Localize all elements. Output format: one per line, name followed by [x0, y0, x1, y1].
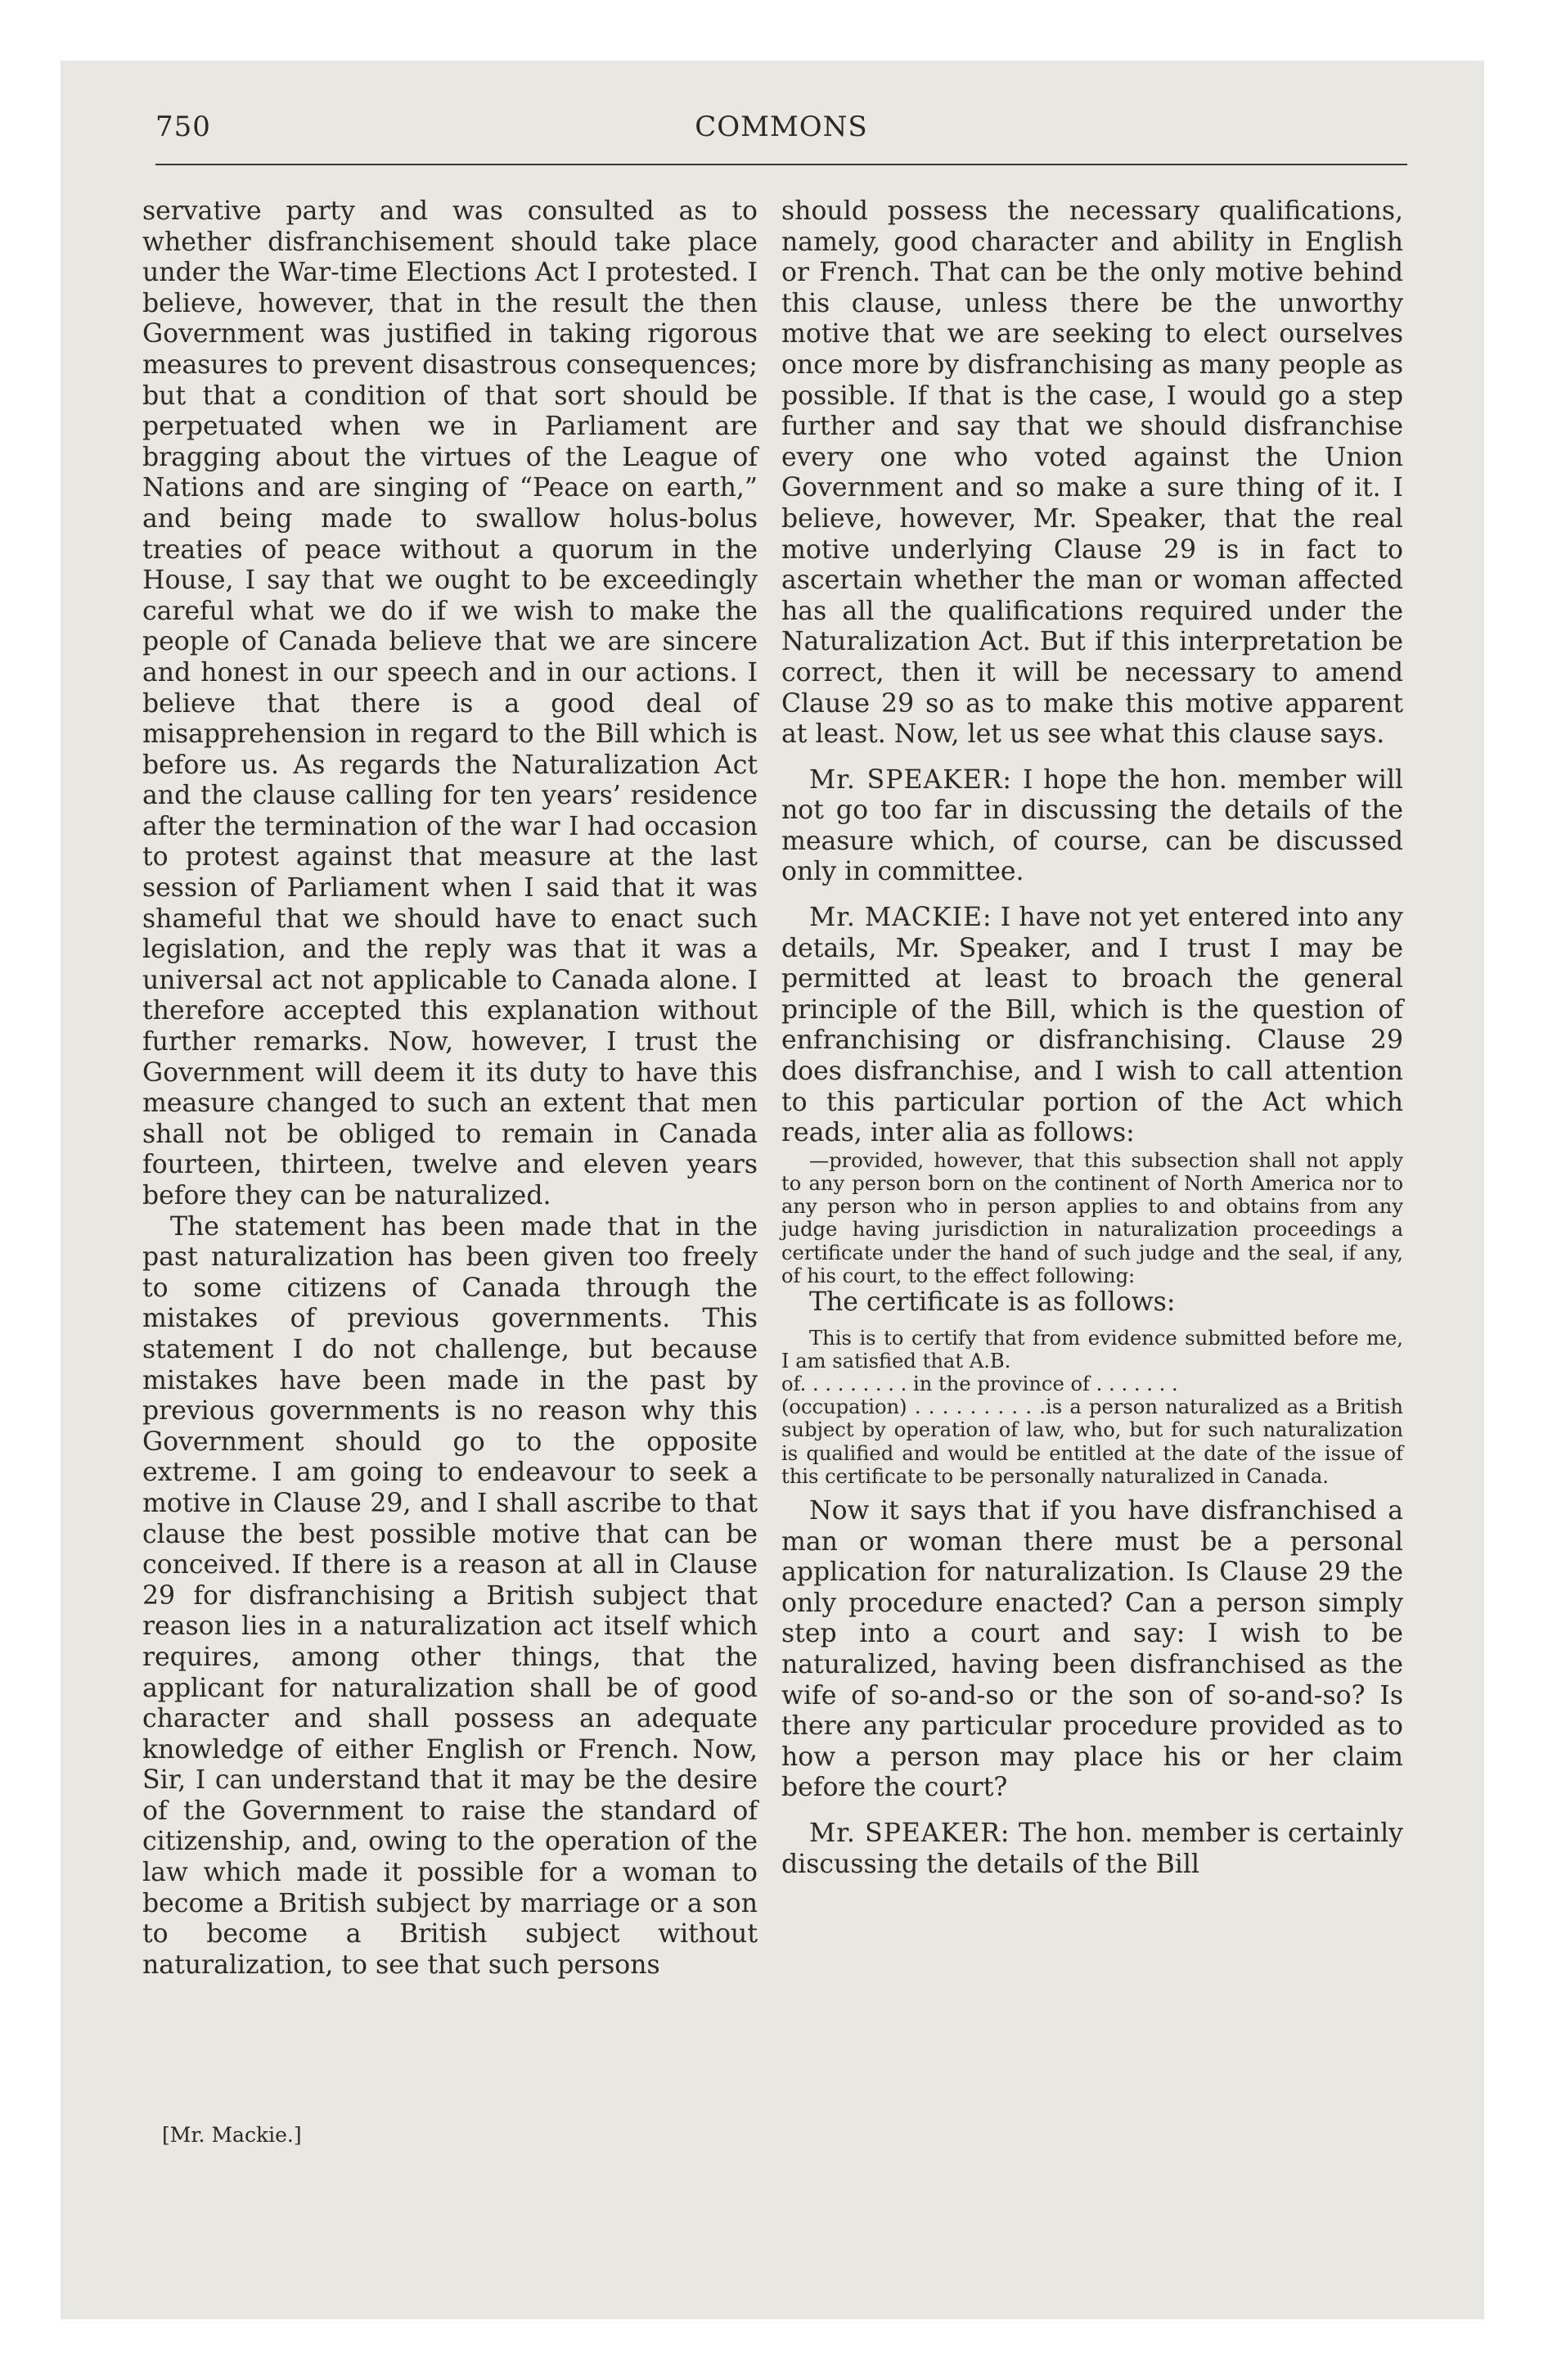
- left-paragraph-2: The statement has been made that in the past naturalization has been given too freely to some citizens of Canada through the mistakes of previous governments. This statement I do not challenge, but because mistakes have been made in the past by previous governments is no reason why this Government should go to the opposite extreme. I am going to endeavour to seek a motive in Clause 29, and I shall ascribe to that clause the best possible motive that can be conceived. If there is a reason at all in Clause 29 for disfranchising a British subject that reason lies in a naturalization act itself which requires, among other things, that the applicant for naturalization shall be of good character and shall possess an adequate knowledge of either English or French. Now, Sir, I can understand that it may be the desire of the Government to raise the standard of citizenship, and, owing to the operation of the law which made it possible for a woman to become a British subject by marriage or a son to become a British subject without naturalization, to see that such persons: [142, 1211, 758, 1980]
- speaker-paragraph-2: [781, 903, 1403, 1149]
- right-paragraph-2: Now it says that if you have disfranchised a man or woman there must be a personal application for naturalization. Is Clause 29 the only procedure enacted? Can a person simply step into a court and say: I wish to be naturalized, having been disfranchised as the wife of so-and-so or the son of so-and-so? Is there any particular procedure provided as to how a person may place his or her claim before the court?: [781, 1496, 1403, 1803]
- speaker-text: I hope the hon. member will not go too far in discussing the details of the measure which, of course, can be discussed only in committee.: [781, 764, 1403, 887]
- speaker-attribution: [Mr. Mackie.]: [162, 2123, 302, 2147]
- page-header: [155, 110, 1407, 151]
- speaker-text: The hon. member is certainly discussing the details of the Bill: [781, 1818, 1403, 1879]
- certificate-line-1: This is to certify that from evidence submitted before me, I am satisfied that A.B.: [781, 1326, 1403, 1373]
- running-head: COMMONS: [695, 110, 868, 143]
- right-paragraph-1: should possess the necessary qualifications, namely, good character and ability in English or French. That can be the only motive behind this clause, unless there be the unworthy motive that we are seeking to elect ourselves once more by disfranchising as many people as possible. If that is the case, I would go a step further and say that we should disfranchise every one who voted against the Union Government and so make a sure thing of it. I believe, however, Mr. Speaker, that the real motive underlying Clause 29 is in fact to ascertain whether the man or woman affected has all the qualifications required under the Naturalization Act. But if this interpretation be correct, then it will be necessary to amend Clause 29 so as to make this motive apparent at least. Now, let us see what this clause says.: [781, 196, 1403, 750]
- certificate-line-2: of. . . . . . . . . in the province of . . . . . . .: [781, 1373, 1178, 1396]
- header-rule: [155, 164, 1407, 165]
- speaker-text: I have not yet entered into any details, Mr. Speaker, and I trust I may be permitted at least to broach the general principle of the Bill, which is the question of enfranchising or disfranchising. Clause 29 does disfranchise, and I wish to call attention to this particular portion of the Act which reads, inter alia as follows:: [781, 903, 1403, 1148]
- right-column: [781, 196, 1403, 1880]
- quoted-provision: —provided, however, that this subsection shall not apply to any person born on the continent of North America nor to any person who in person applies to and obtains from any judge having jurisdiction in naturalization proceedings a certificate under the hand of such judge and the seal, if any, of his court, to the effect following:: [781, 1148, 1403, 1287]
- speaker-name: Mr. SPEAKER:: [809, 1818, 1010, 1848]
- speaker-name: Mr. MACKIE:: [809, 903, 992, 933]
- certificate-line-3: (occupation) . . . . . . . . . .is a person naturalized as a British subject by operation of law, who, but for such naturalization is qualified and would be entitled at the date of the issue of this certificate to be personally naturalized in Canada.: [781, 1395, 1403, 1488]
- left-paragraph-1: servative party and was consulted as to whether disfranchisement should take place under the War-time Elections Act I protested. I believe, however, that in the result the then Government was justified in taking rigorous measures to prevent disastrous consequences; but that a condition of that sort should be perpetuated when we in Parliament are bragging about the virtues of the League of Nations and are singing of “Peace on earth,” and being made to swallow holus-bolus treaties of peace without a quorum in the House, I say that we ought to be exceedingly careful what we do if we wish to make the people of Canada believe that we are sincere and honest in our speech and in our actions. I believe that there is a good deal of misapprehension in regard to the Bill which is before us. As regards the Naturalization Act and the clause calling for ten years’ residence after the termination of the war I had occasion to protest against that measure at the last session of Parliament when I said that it was shameful that we should have to enact such legislation, and the reply was that it was a universal act not applicable to Canada alone. I therefore accepted this explanation without further remarks. Now, however, I trust the Government will deem it its duty to have this measure changed to such an extent that men shall not be obliged to remain in Canada fourteen, thirteen, twelve and eleven years before they can be naturalized.: [142, 196, 758, 1210]
- certificate-intro: The certificate is as follows:: [809, 1287, 1176, 1318]
- left-column: [142, 196, 758, 1981]
- speaker-paragraph-1: [781, 765, 1403, 888]
- speaker-paragraph-3: [781, 1819, 1403, 1880]
- page-number: 750: [155, 110, 211, 143]
- certificate-text: [781, 1327, 1403, 1488]
- speaker-name: Mr. SPEAKER:: [809, 764, 1013, 795]
